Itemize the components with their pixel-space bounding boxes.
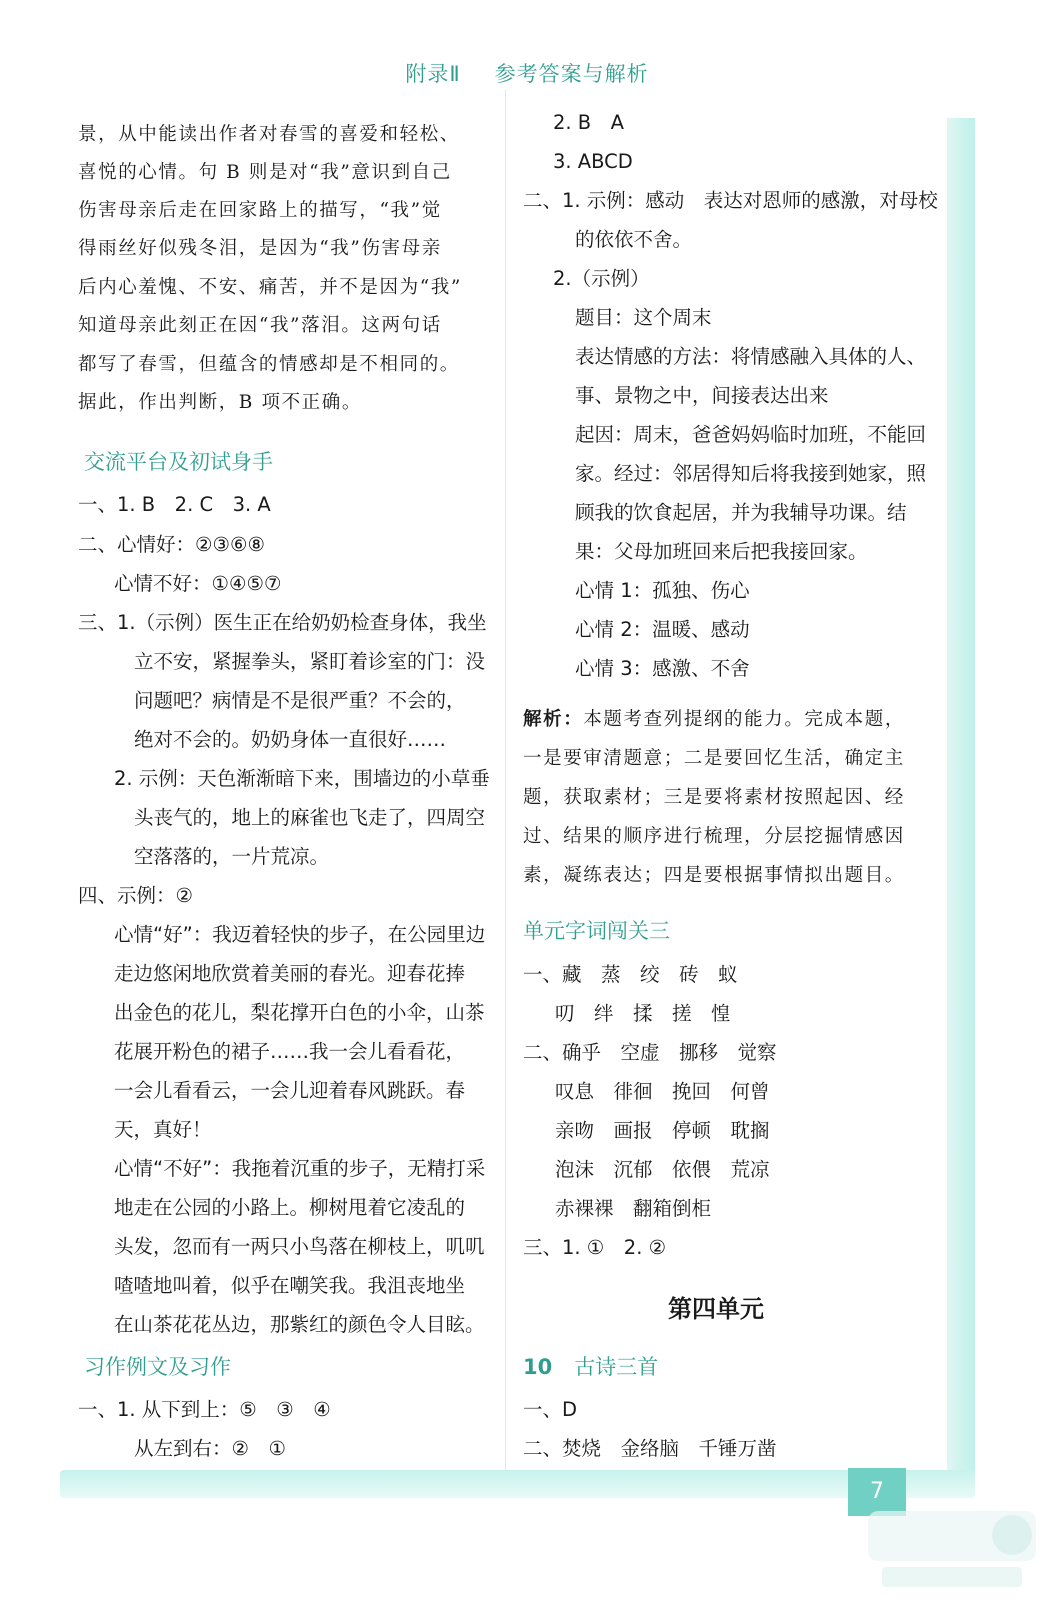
analysis-line: 一是要审清题意；二是要回忆生活，确定主 — [523, 748, 905, 769]
answer-line: 起因：周末，爸爸妈妈临时加班，不能回 — [575, 423, 927, 446]
text-line: 后内心羞愧、不安、痛苦，并不是因为“我” — [78, 277, 462, 298]
analysis-line: 题，获取素材；三是要将素材按照起因、经 — [523, 787, 905, 808]
answer-line: 问题吧？病情是不是很严重？不会的， — [134, 689, 466, 712]
text-line: 得雨丝好似残冬泪，是因为“我”伤害母亲 — [78, 238, 442, 259]
lesson-heading — [523, 1351, 658, 1381]
answer-line: 题目：这个周末 — [575, 306, 712, 329]
text-line: 伤害母亲后走在回家路上的描写，“我”觉 — [78, 200, 442, 221]
answer-line: 心情“不好”：我拖着沉重的步子，无精打采 — [114, 1157, 486, 1180]
answer-line: 泡沫 沉郁 依偎 荒凉 — [555, 1158, 770, 1181]
lesson-title: 古诗三首 — [574, 1355, 659, 1379]
answer-line: 二、焚烧 金络脑 千锤万凿 — [523, 1437, 777, 1460]
header-title: 参考答案与解析 — [494, 62, 649, 86]
answer-line: 走边悠闲地欣赏着美丽的春光。迎春花捧 — [114, 962, 466, 985]
column-divider — [505, 90, 506, 1480]
answer-line: 头发，忽而有一两只小鸟落在柳枝上，叽叽 — [114, 1235, 485, 1258]
bottom-decorative-bar — [60, 1470, 975, 1498]
answer-line: 赤裸裸 翻箱倒柜 — [555, 1197, 712, 1220]
right-decorative-bar — [947, 118, 975, 1478]
section-title: 单元字词闯关三 — [523, 919, 670, 943]
answer-line: 2. 示例：天色渐渐暗下来，围墙边的小草垂 — [114, 767, 490, 790]
header-appendix: 附录Ⅱ — [405, 62, 461, 86]
text-line: 景，从中能读出作者对春雪的喜爱和轻松、 — [78, 124, 460, 145]
answer-line: 家。经过：邻居得知后将我接到她家，照 — [575, 462, 927, 485]
answer-line: 绝对不会的。奶奶身体一直很好…… — [134, 728, 447, 751]
answer-line: 一会儿看看云，一会儿迎着春风跳跃。春 — [114, 1079, 466, 1102]
answer-line: 心情不好：①④⑤⑦ — [114, 572, 282, 595]
unit-title: 第四单元 — [668, 1295, 764, 1323]
section-title: 交流平台及初试身手 — [84, 450, 273, 474]
lesson-number: 10 — [523, 1355, 553, 1379]
answer-line: 叹息 徘徊 挽回 何曾 — [555, 1080, 770, 1103]
text-line: 知道母亲此刻正在因“我”落泪。这两句话 — [78, 315, 442, 336]
analysis-text: 本题考查列提纲的能力。完成本题， — [583, 709, 905, 730]
answer-line: 花展开粉色的裙子……我一会儿看看花， — [114, 1040, 466, 1063]
page-header — [0, 58, 1054, 88]
answer-line: 头丧气的，地上的麻雀也飞走了，四周空 — [134, 806, 486, 829]
answer-line: 表达情感的方法：将情感融入具体的人、 — [575, 345, 927, 368]
answer-line: 3. ABCD — [553, 150, 633, 173]
text-line: 喜悦的心情。句 B 则是对“我”意识到自己 — [78, 162, 452, 183]
answer-line: 四、示例：② — [78, 884, 193, 907]
section-title: 习作例文及习作 — [84, 1355, 231, 1379]
answer-line: 一、藏 蒸 绞 砖 蚁 — [523, 963, 738, 986]
page-number: 7 — [848, 1468, 906, 1516]
answer-line: 三、1.（示例）医生正在给奶奶检查身体，我坐 — [78, 611, 487, 634]
answer-line: 心情 3：感激、不舍 — [575, 657, 750, 680]
answer-line: 心情“好”：我迈着轻快的步子，在公园里边 — [114, 923, 486, 946]
answer-line: 三、1. ① 2. ② — [523, 1236, 667, 1259]
text-line: 据此，作出判断，B 项不正确。 — [78, 392, 362, 413]
answer-line: 叨 绊 揉 搓 惶 — [555, 1002, 731, 1025]
analysis-line: 过、结果的顺序进行梳理，分层挖掘情感因 — [523, 826, 905, 847]
analysis-line — [523, 705, 905, 735]
answer-line: 心情 1：孤独、伤心 — [575, 579, 750, 602]
answer-line: 二、心情好：②③⑥⑧ — [78, 533, 265, 556]
answer-line: 空落落的，一片荒凉。 — [134, 845, 330, 868]
answer-line: 出金色的花儿，梨花撑开白色的小伞，山茶 — [114, 1001, 485, 1024]
answer-line: 果：父母加班回来后把我接回家。 — [575, 540, 868, 563]
analysis-line: 素，凝练表达；四是要根据事情拟出题目。 — [523, 865, 905, 886]
answer-line: 的依依不舍。 — [575, 228, 693, 251]
answer-line: 在山茶花花丛边，那紫红的颜色令人目眩。 — [114, 1313, 485, 1336]
answer-line: 立不安，紧握拳头，紧盯着诊室的门：没 — [134, 650, 486, 673]
answer-line: 2. B A — [553, 111, 625, 134]
analysis-label: 解析： — [523, 709, 584, 730]
answer-line: 从左到右：② ① — [134, 1437, 286, 1460]
text-line: 都写了春雪，但蕴含的情感却是不相同的。 — [78, 354, 460, 375]
answer-line: 天，真好！ — [114, 1118, 212, 1141]
answer-line: 喳喳地叫着，似乎在嘲笑我。我沮丧地坐 — [114, 1274, 466, 1297]
answer-line: 二、确乎 空虚 挪移 觉察 — [523, 1041, 777, 1064]
answer-line: 亲吻 画报 停顿 耽搁 — [555, 1119, 770, 1142]
answer-line: 地走在公园的小路上。柳树甩着它凌乱的 — [114, 1196, 466, 1219]
answer-line: 心情 2：温暖、感动 — [575, 618, 750, 641]
answer-line: 一、D — [523, 1398, 578, 1421]
answer-line: 一、1. 从下到上：⑤ ③ ④ — [78, 1398, 331, 1421]
answer-line: 一、1. B 2. C 3. A — [78, 493, 271, 516]
answer-line: 二、1. 示例：感动 表达对恩师的感激，对母校 — [523, 189, 938, 212]
answer-line: 2.（示例） — [553, 267, 650, 290]
answer-line: 事、景物之中，间接表达出来 — [575, 384, 829, 407]
watermark-logo — [862, 1505, 1042, 1595]
answer-line: 顾我的饮食起居，并为我辅导功课。结 — [575, 501, 907, 524]
